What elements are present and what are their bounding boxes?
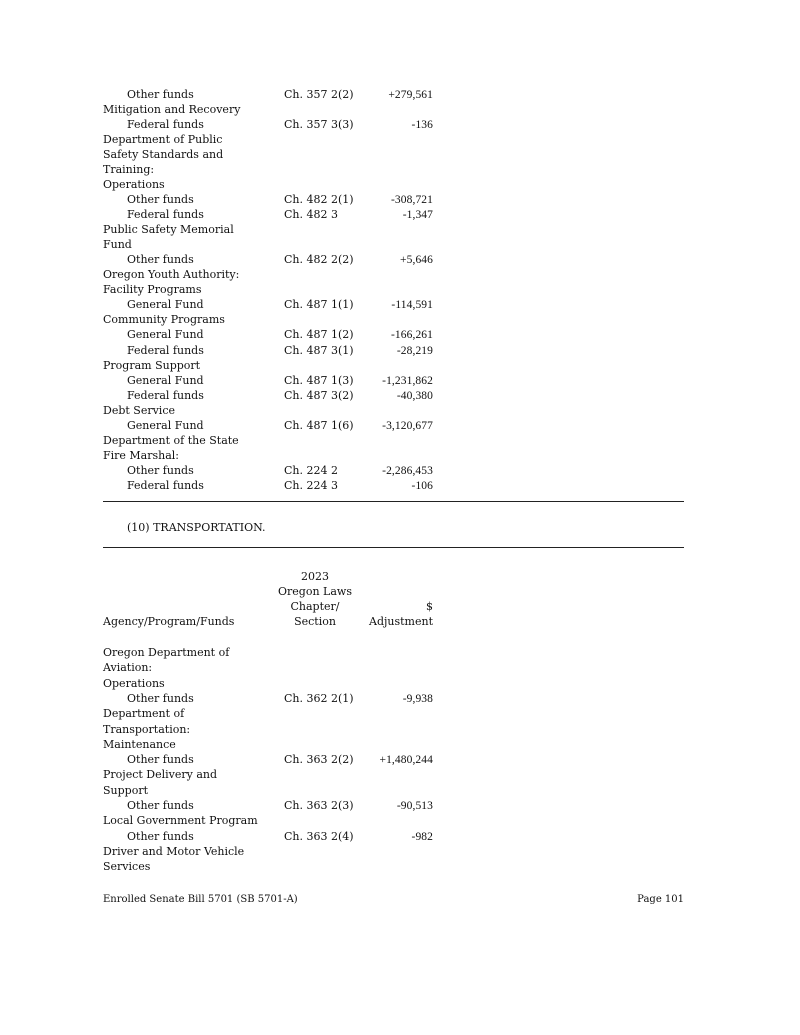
fund-label: Federal funds xyxy=(127,388,204,402)
section-divider-bottom xyxy=(103,547,684,548)
chapter-section-cell: Ch. 224 3 xyxy=(284,478,338,492)
header-adjustment-line-2: Adjustment xyxy=(369,615,433,628)
header-chapter-line-2: Oregon Laws xyxy=(278,585,352,598)
adjustment-amount-cell: -106 xyxy=(411,479,433,492)
fund-label: Other funds xyxy=(127,829,194,843)
program-label: Community Programs xyxy=(103,313,225,327)
fund-label: Federal funds xyxy=(127,118,204,132)
program-label: Services xyxy=(103,860,151,874)
chapter-section-cell: Ch. 357 2(2) xyxy=(284,88,354,101)
header-adjustment-line-1: $ xyxy=(426,600,433,613)
program-label: Fire Marshal: xyxy=(103,448,180,462)
program-label: Aviation: xyxy=(103,661,153,675)
adjustment-amount-cell: -1,347 xyxy=(402,209,433,222)
fund-label: Other funds xyxy=(127,463,194,477)
chapter-section-cell: Ch. 487 1(1) xyxy=(284,298,354,312)
program-label: Mitigation and Recovery xyxy=(103,103,241,117)
program-label: Program Support xyxy=(103,358,201,372)
chapter-section-cell: Ch. 363 2(3) xyxy=(284,799,354,812)
fund-label: General Fund xyxy=(127,298,204,312)
adjustment-amount-cell: -28,219 xyxy=(396,344,433,357)
program-label: Debt Service xyxy=(103,403,175,417)
adjustment-amount-cell: +5,646 xyxy=(400,254,433,267)
fund-label: General Fund xyxy=(127,328,204,342)
adjustment-amount-cell: +279,561 xyxy=(388,89,433,101)
adjustment-amount-cell: -40,380 xyxy=(396,389,433,402)
program-label: Oregon Youth Authority: xyxy=(103,268,240,282)
program-label: Safety Standards and xyxy=(103,148,224,162)
fund-label: Other funds xyxy=(127,253,194,267)
adjustment-amount-cell: -9,938 xyxy=(402,692,433,705)
section-heading: (10) TRANSPORTATION. xyxy=(127,521,266,534)
fund-label: Federal funds xyxy=(127,343,204,357)
footer-page-number: Page 101 xyxy=(637,894,684,905)
program-label: Fund xyxy=(103,238,132,252)
program-label: Department of Public xyxy=(103,133,223,147)
adjustment-amount-cell: -136 xyxy=(411,119,433,132)
program-label: Maintenance xyxy=(103,737,176,751)
fund-label: Other funds xyxy=(127,193,194,207)
chapter-section-cell: Ch. 362 2(1) xyxy=(284,691,354,705)
program-label: Public Safety Memorial xyxy=(103,223,234,237)
chapter-section-cell: Ch. 224 2 xyxy=(284,463,338,477)
adjustment-amount-cell: -2,286,453 xyxy=(382,464,433,477)
adjustment-amount-cell: -308,721 xyxy=(390,194,433,207)
fund-label: General Fund xyxy=(127,373,204,387)
program-label: Transportation: xyxy=(103,722,191,736)
adjustment-amount-cell: -3,120,677 xyxy=(382,419,433,432)
chapter-section-cell: Ch. 487 1(2) xyxy=(284,328,354,342)
fund-label: Federal funds xyxy=(127,478,204,492)
program-label: Oregon Department of xyxy=(103,646,230,659)
header-chapter-line-1: 2023 xyxy=(301,570,329,583)
chapter-section-cell: Ch. 357 3(3) xyxy=(284,118,354,132)
fund-label: General Fund xyxy=(127,418,204,432)
chapter-section-cell: Ch. 363 2(2) xyxy=(284,753,354,767)
program-label: Training: xyxy=(103,163,155,177)
program-label: Project Delivery and xyxy=(103,768,218,782)
footer-bill-title: Enrolled Senate Bill 5701 (SB 5701-A) xyxy=(103,894,298,905)
adjustment-amount-cell: -166,261 xyxy=(390,329,433,342)
chapter-section-cell: Ch. 487 3(1) xyxy=(284,343,354,357)
fund-label: Federal funds xyxy=(127,208,204,222)
header-chapter-line-3: Chapter/ xyxy=(290,600,340,613)
adjustment-amount-cell: -90,513 xyxy=(396,800,433,812)
program-label: Operations xyxy=(103,676,165,690)
program-label: Support xyxy=(103,783,149,797)
chapter-section-cell: Ch. 482 2(2) xyxy=(284,253,354,267)
chapter-section-cell: Ch. 482 3 xyxy=(284,208,338,222)
adjustment-amount-cell: -114,591 xyxy=(391,299,433,312)
program-label: Local Government Program xyxy=(103,814,258,828)
program-label: Operations xyxy=(103,178,165,192)
chapter-section-cell: Ch. 487 1(6) xyxy=(284,418,354,432)
program-label: Department of xyxy=(103,707,185,721)
chapter-section-cell: Ch. 487 3(2) xyxy=(284,388,354,402)
adjustment-amount-cell: -982 xyxy=(411,830,433,843)
chapter-section-cell: Ch. 487 1(3) xyxy=(284,373,354,387)
adjustment-amount-cell: +1,480,244 xyxy=(379,754,433,767)
header-chapter-line-4: Section xyxy=(294,615,336,628)
program-label: Driver and Motor Vehicle xyxy=(103,844,245,858)
fund-label: Other funds xyxy=(127,753,194,767)
program-label: Department of the State xyxy=(103,433,239,447)
header-agency: Agency/Program/Funds xyxy=(103,615,235,628)
fund-label: Other funds xyxy=(127,88,194,101)
chapter-section-cell: Ch. 363 2(4) xyxy=(284,829,354,843)
section-divider-top xyxy=(103,501,684,502)
adjustment-amount-cell: -1,231,862 xyxy=(382,374,433,387)
program-label: Facility Programs xyxy=(103,283,202,297)
chapter-section-cell: Ch. 482 2(1) xyxy=(284,193,354,207)
fund-label: Other funds xyxy=(127,691,194,705)
fund-label: Other funds xyxy=(127,799,194,812)
